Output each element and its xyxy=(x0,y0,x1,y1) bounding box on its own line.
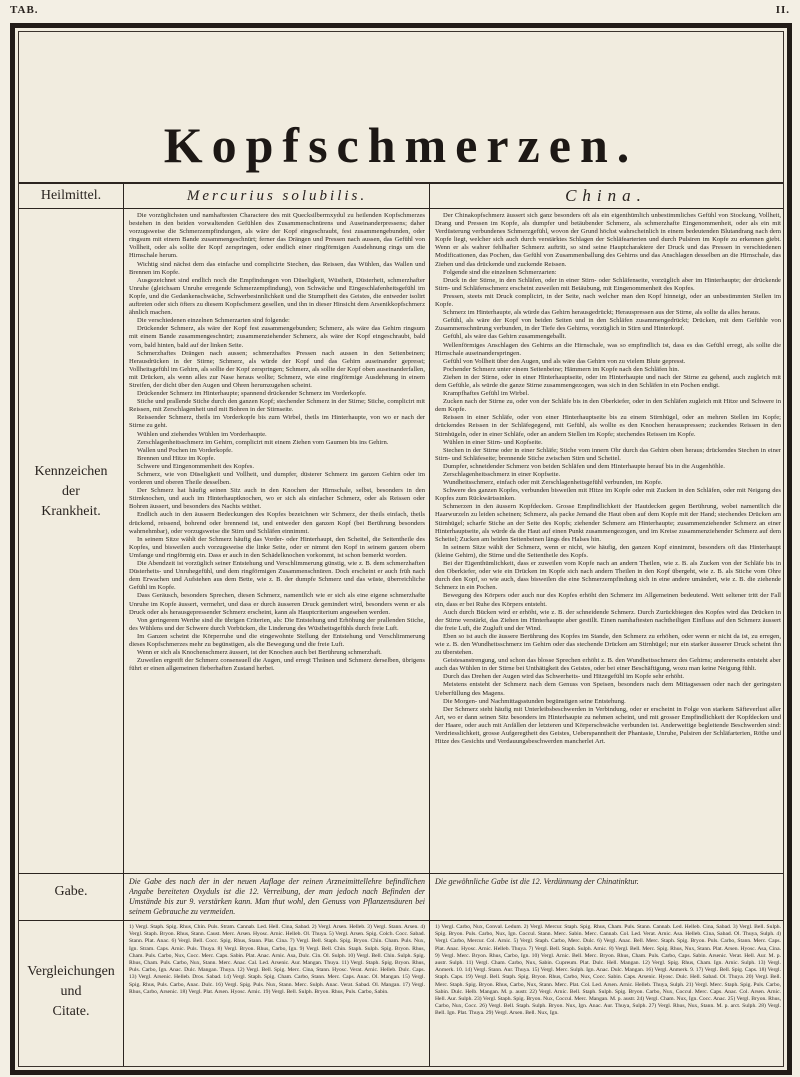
paragraph: Wallen und Pochen im Vorderkopfe. xyxy=(137,446,233,454)
paragraph: Auch durch Bücken wird er erhöht, wie z. B. der schneidende Schmerz. Durch Zurückbiegen des Kopfes wird das Drücken in der Stirne verstärkt, das Ziehen im Hinterhaupte aber gestillt. Einen namhaftesten nachtheiligen Einfluss auf den Schmerz äussert die freie Luft, die Zugluft und der Wind. xyxy=(435,608,781,632)
header-divider xyxy=(19,208,783,209)
paragraph: Stechen in der Stirne oder in einer Schläfe; Stiche vom innern Ohr durch das Gehirn oben heraus; drückendes Stechen in einer Stirn- und Schläfeseite; brennende Stiche zwischen Stirn und Scheitel. xyxy=(435,446,781,462)
paragraph: In seinem Sitze wählt der Schmerz, wenn er nicht, wie häufig, den ganzen Kopf einnimmt, besonders oft das Hinterhaupt (kleine Gehirn), die Stirne und die Seitentheile des Kopfs. xyxy=(435,543,781,559)
paragraph: Schmerzhaftes Drängen nach aussen; schmerzhaftes Pressen nach aussen in den Seitenbeinen; Herausdrücken in der Stirne; Schmerz, als würde der Kopf und das Gehirn auseinander gepresst; Vollheitsgefühl im Gehirn, als sollte der Kopf zerspringen; Schmerz, als sollte der Kopf oben auseinanderfallen, mit Drücken, als wenn alles zur Nase heraus wollte; Schmerz, wie eine ringförmige Ausdehnung in einem Streifen, der dicht über den Augen und Ohren herumzugehen scheint. xyxy=(129,349,425,389)
paragraph: Gefühl, als wäre der Kopf von beiden Seiten und in den Schläfen zusammengedrückt; Drücken, mit dem Gefühle von Zusammenschnürung verbunden, in der Tiefe des Gehirns, vorzüglich in Stirn und Hinterkopf. xyxy=(435,317,781,333)
mercurius-citations: 1) Vergl. Staph. Spig. Rhus, Chin. Puls. Stram. Cannab. Led. Hell. Cina, Sabad. 2) Vergl. Arsen. Helleb. 3) Vergl. Stann. Arsen. 4) Vergl. Staph. Bryon. Rhus, Stann. Caust. Merc. Arsen. Hyosc. Arnic. Helleb. Ol. Thuya. 5) Vergl. Arsen. Spig. Colch. Cocc. Sabad. Stann. Plat. Anac. 6) Vergl. Bell. Cocc. Spig. Rhus, Stann. Plat. Cina. 7) Vergl. Bell. Staph. Spig. Bryon. Chin. Cham. Puls. Nux, Ign. Stram. Caps. Arnic. Puls. Thuya. 8) Vergl. Bryon. Rhus, Carbo, Ign. 9) Vergl. Bell. Chin. Staph. Sulph. Spig. Bryon. Rhus, Cham. Puls. Carbo, Nux, Cocc. Merc. Caps. Sabin. Plat. Anac. Arnic. Asa, Dulc. Cin. Ol. Sulph. 10) Vergl. Bell. Chin. Sulph. Spig. Rhus, Cham. Puls. Carbo, Nux, Stann. Merc. Anac. Cal. Led. Arsenic. Aur. Mangan. Thuya. 11) Vergl. Staph. Spig. Bryon. Rhus, Puls. Carbo, Ign. Anac. Dulc. Mangan. Thuya. 12) Vergl. Bell. Spig. Merc. Cina, Stann. Hyosc. Verat. Arnic. Helleb. Dulc. Caps. 13) Vergl. Arsenic. Helleb. Dros. Sabad. 14) Vergl. Staph. Spig. Cham. Carbo, Stann. Merc. Caps. Anac. Ol. Mangan. 15) Vergl. Spig. Rhus, Puls. Carbo, Anac. Dulc. 16) Vergl. Spig. Puls. Nux, Stann. Merc. Sulph. Anac. Verat. Sabad. Ol. Mangan. 17) Vergl. Rhus, Carbo, Arsenic. 18) Vergl. Plat. Arsen. Hyosc. Arnic. 19) Vergl. Bell. Sulph. Bryon. Rhus, Puls. Carbo, Sabin. xyxy=(129,924,425,995)
paragraph: Wenn er sich als Knochenschmerz äussert, ist der Knochen auch bei Berührung schmerzhaft. xyxy=(137,649,382,657)
paragraph: Folgende sind die einzelnen Schmerzarten: xyxy=(443,268,557,276)
paragraph: Zucken nach der Stirne zu, oder von der Schläfe bis in den Oberkiefer, oder in den Schläfen zugleich mit Hitze und Schwere in dem Kopfe. xyxy=(435,398,781,414)
label-kennzeichen-line: der xyxy=(62,484,80,499)
column-divider-left xyxy=(123,184,124,1066)
plate-label-left: TAB. xyxy=(10,4,39,16)
label-vergleichungen-line: Vergleichungen xyxy=(27,964,115,979)
paragraph: Wühlen und ziehendes Wühlen im Vorderhaupte. xyxy=(137,430,267,438)
paragraph: Reissen in einer Schläfe, oder von einer Hinterhauptseite bis zu einem Stirnhügel, oder an mehren Stellen im Kopfe; drückendes Reissen in der Schläfegegend, mit Gefühl, als wollte es den Knochen herauspressen; zuckendes Reissen in den Stirnhügeln, oder in einer Schläfe, oder an andern Stellen im Kopfe; stechendes Reissen im Kopfe. xyxy=(435,414,781,438)
paragraph: Wühlen in einer Stirn- und Kopfseite. xyxy=(443,438,543,446)
label-kennzeichen xyxy=(19,462,123,522)
paragraph: Schwere und Eingenommenheit des Kopfes. xyxy=(137,462,255,470)
paragraph: Wellenförmiges Anschlagen des Gehirns an die Hirnschale, was so empfindlich ist, dass es das Gefühl erregt, als sollte die Hirnschale auseinanderspringen. xyxy=(435,341,781,357)
paragraph: Schmerz, wie von Düseligkeit und Vollheit, und dumpfer, düsterer Schmerz im ganzen Gehirn oder im vorderen und oberen Theile desselben. xyxy=(129,471,425,487)
page-title: Kopfschmerzen. xyxy=(163,117,639,173)
paragraph: Ausgezeichnet sind endlich noch die Empfindungen von Düseligkeit, Wüstheit, Düsterheit, schmerzhafter Unruhe (gleichsam Unruhe erregende Schmerzempfindung), von Schwäche und Eingeschlafenheitsgefühl im Kopfe, und die Gedankenschwäche, Schwerbesinnlichkeit und die Stumpfheit des Geistes, die entweder isolirt auftreten oder sich öfters zu diesem Kopfschmerz gesellen, und ihn in dieser Hinsicht dem Arsenikkopfschmerz ähnlich machen. xyxy=(129,276,425,317)
paragraph: Gefühl von Vollheit über den Augen, und als wäre das Gehirn von zu vielem Blute gepresst. xyxy=(443,357,686,365)
paragraph: Dumpfer, schneidender Schmerz von beiden Schläfen und dem Hinterhaupte herauf bis in die Augenhöhle. xyxy=(443,462,725,470)
paragraph: Geistesanstrengung, und schon das blosse Sprechen erhöht z. B. den Wundheitsschmerz des Gehirns; andererseits entsteht aber auch das Wühlen in der Stirne bei Unthätigkeit des Geistes, oder bei einer Beschäftigung, wozu man keine Neigung fühlt. xyxy=(435,657,781,673)
paragraph: Die Abendzeit ist vorzüglich seiner Entstehung und Verschlimmerung günstig, wie z. B. dem schmerzhaften Düsterheits- und Unruhegefühl, und dem ringförmigen Zusammenschnüren. Doch erscheint er auch früh nach dem Erwachen und Aufstehen aus dem Bette, wie z. B. der dumpfe Schmerz und das wüste, überreichliche Gefühl im Kopfe. xyxy=(129,560,425,592)
paragraph: Die verschiedenen einzelnen Schmerzarten sind folgende: xyxy=(137,317,290,325)
paragraph: Zerschlagenheitsschmerz im Gehirn, complicirt mit einem Ziehen vom Gaumen bis ins Gehirn. xyxy=(137,438,389,446)
mercurius-kennzeichen xyxy=(129,212,425,870)
paragraph: Bewegung des Körpers oder auch nur des Kopfes erhöht den Schmerz im Allgemeinen bedeutend. Weit seltener tritt der Fall ein, dass er bei Ruhe des Körpers entsteht. xyxy=(435,592,781,608)
paragraph: Die vorzüglichsten und namhaftesten Charactere des mit Quecksilbermxydul zu heilenden Kopfschmerzes bestehen in den beiden vorwaltenden Gefühlen des Zusammenschnürens und Auseinanderpressens; daher vorzugsweise die Schmerzempfindungen, als wäre der Kopf eingeschraubt, fest zusammengebunden, oder ringsum mit einem Bande zusammengeschnürt; ferner das Drängen und Pressen nach aussen, das Gefühl von Vollheit, oder als sollte der Kopf zerspringen, oder endlich einer ringförmigen Ausdehnung rings um die Hirnschale herum. xyxy=(129,212,425,260)
paragraph: Reissender Schmerz, theils im Vorderkopfe bis zum Wirbel, theils im Hinterhaupte, von wo er nach der Stirne zu geht. xyxy=(129,414,425,430)
label-vergleichungen xyxy=(19,962,123,1022)
paragraph: Drückender Schmerz im Hinterhaupte; spannend drückender Schmerz im Vorderkopfe. xyxy=(137,390,367,398)
label-kennzeichen-line: Krankheit. xyxy=(41,504,101,519)
paragraph: Durch das Drehen der Augen wird das Schwerheits- und Hitzegefühl im Kopfe sehr erhöht. xyxy=(443,673,684,681)
paragraph: Meistens entsteht der Schmerz nach dem Genuss von Speisen, besonders nach dem Mittagsessen oder nach der geringsten Ueberfüllung des Magens. xyxy=(435,681,781,697)
label-kennzeichen-line: Kennzeichen xyxy=(34,464,108,479)
paragraph: Der Schmerz steht häufig mit Unterleibsbeschwerden in Verbindung, oder er erscheint in Folge von starkem Säfteverlust aller Art, wo er dann seinen Sitz besonders im Hinterhaupte zu nehmen scheint, und mit grosser Empfindlichkeit der Kopfdecken und der Haare, oder auch mit Anfällen der letzteren und Körperschwäche verbunden ist. Anderweitige begleitende Beschwerden sind: Verdriesslichkeit, grosse Aufgeregtheit des Geistes, Ueberspanntheit der Phantasie, Unruhe, Pulsiren der Schläfarterien, Röthe und Hitze des Gesichts und Verdauungsbeschwerden mancherlei Art. xyxy=(435,705,781,746)
column-divider-right xyxy=(429,184,430,1066)
paragraph: Der Schmerz hat häufig seinen Sitz auch in den Knochen der Hirnschale, selbst, besonders in den Stirnknochen, und auch im Hinterhauptknochen, wo er sich als einfacher Schmerz, oder als Reissen oder Bohren äussert, und besonders des Nachts wüthet. xyxy=(129,487,425,511)
header-heilmittel: Heilmittel. xyxy=(40,188,102,203)
paragraph: Bei der Eigenthümlichkeit, dass er zuweilen vom Kopfe nach an andern Theilen, wie z. B. als Zucken von der Schläfe bis in den Oberkiefer, oder wie ein Drücken im Kopfe sich nach andern Theilen in den Kopf übergeht, wie z. B. als Stiche vom Ohre durch den Kopf, so wie auch, dass bisweilen die eine Schmerzempfindung sich in eine andere umändert, wie z. B. die ziehende Schmerz in ein Pochen. xyxy=(435,560,781,592)
paragraph: Von geringerem Werthe sind die übrigen Criterien, als: Die Entstehung und Erhöhung der prallenden Stiche, des Wühlens und der Schwere durch Vorbücken, die Linderung des Wüstheitsgefühls durch freie Luft. xyxy=(129,616,425,632)
table-frame xyxy=(18,31,784,1067)
china-gabe: Die gewöhnliche Gabe ist die 12. Verdünnung der Chinatinktur. xyxy=(435,877,639,886)
paragraph: Druck in der Stirne, in den Schläfen, oder in einer Stirn- oder Schläfenseite, vorzüglich aber im Hinterhaupte; der drückende Stirn- und Schläfenschmerz erscheint zuweilen mit Betäubung, mit Eingenommenheit des Kopfes. xyxy=(435,276,781,292)
paragraph: Die Morgen- und Nachmittagsstunden begünstigen seine Entstehung. xyxy=(443,697,626,705)
china-citations: 1) Vergl. Carbo, Nux, Conval. Ledum. 2) Vergl. Mercur. Staph. Spig. Rhus, Cham. Puls. Stann. Cannab. Led. Helleb. Cina, Sabad. 3) Vergl. Bell. Sulph. Spig. Bryon. Puls. Carbo, Nux, Ign. Coccul. Stann. Merc. Sabin. Merc. Cannab. Col. Led. Verat. Arnic. Asa. Helleb. Cina, Sabad. Ol. Thuya, Sulph. 4) Vergl. Carbo, Mercur. Col. Arnic. 5) Vergl. Staph. Carbo, Merc. Dulc. 6) Vergl. Anac. Bell. Merc. Staph. Spig. Bryon. Puls. Carbo, Stann. Merc. Caps. Plat. Anac. Hyosc. Arnic. Helleb. Thuya. 7) Vergl. Bell. Staph. Sulph. Arnic. 8) Vergl. Bell. Merc. Spig. Rhus, Nux, Stann. Plat. Arsen. Hyosc. Asa, Cina. 9) Vergl. Merc. Bryon. Rhus, Carbo, Ign. 10) Vergl. Arnic. Bell. Merc. Bryon. Rhus, Cham. Puls. Carbo, Caps. Sabin. Arsenic. Verat. Hell. Aur. M. p. austr. Sulph. 11) Vergl. Cham. Carbo, Nux, Sabin. Cupreum. Plat. Dulc. Hell. Mangan. 12) Vergl. Spig. Rhus, Cham. Ign. Arnic. Sulph. 13) Vergl. Anmerk. 10. 14) Vergl. Stann. Aur. Thuya. 15) Vergl. Merc. Sulph. Ign. Anac. Dulc. Mangan. 16) Vergl. Anmerk. 9. 17) Vergl. Bell. Spig. Caps. 18) Vergl. Staph. Caps. 19) Vergl. Bell. Staph. Spig. Bryon. Rhus, Carbo, Nux, Cocc. Sabin. Caps. Arsenic. Hyosc. Dulc. Hell. Sabad. Ol. Thuya. 20) Vergl. Bell. Merc. Staph. Spig. Bryon. Rhus, Carbo, Nux, Stann. Merc. Plat. Col. Led. Arsen. Arnic. Helleb. Thuya, Sulph. 21) Vergl. Merc. Staph. Spig. Puls. Carbo, Sabin. Dulc. Helb. Mangan. M. p. austr. 22) Vergl. Arnic. Bell. Staph. Sulph. Spig. Bryon. Carbo, Nux, Coccul. Merc. Caps. Anac. Col. Arsen. Arnic. Hell. Aur. Sulph. 23) Vergl. Staph. Spig. Bryon. Nux, Coccul. Merc. Mangan. M. p. austr. 24) Vergl. Cham. Nux, Ign. Cocc. Anac. 25) Vergl. Bryon. Rhus, Carbo, Nux, Cocc. 26) Vergl. Bell. Staph. Sulph. Bryon. Nux, Ign. Anac. Aur. Thuya, Sulph. 27) Vergl. Rhus, Nux, Stann. M. p. arct. Sulph. 28) Vergl. Bell. Ign. Plat. Thuya. 29) Vergl. Arsen. Bell. Nux, Ign. xyxy=(435,924,781,1017)
paragraph: Zuweilen ergreift der Schmerz consensuell die Augen, und erregt Thränen und Schmerz derselben, übrigens führt er einen allgemeinen fieberhaften Zustand herbei. xyxy=(129,657,425,673)
header-mercurius: Mercurius solubilis. xyxy=(186,187,368,204)
paragraph: Drückender Schmerz, als wäre der Kopf fest zusammengebunden; Schmerz, als wäre das Gehirn ringsum mit einem Bande zusammengeschnürt; zusammenziehender Schmerz, als wäre der Kopf eingeschraubt, bald vorn, bald hinten, bald auf der linken Seite. xyxy=(129,325,425,349)
label-vergleichungen-line: Citate. xyxy=(52,1004,90,1019)
china-kennzeichen xyxy=(435,212,781,870)
vergleichungen-divider xyxy=(19,920,783,921)
paragraph: Schmerz im Hinterhaupte, als würde das Gehirn herausgedrückt; Herauspressen aus der Stirne, als sollte da alles heraus. xyxy=(443,309,761,317)
paragraph: Gefühl, als wäre das Gehirn zusammengeballt. xyxy=(443,333,567,341)
paragraph: Pochender Schmerz unter einem Seitenbeine; Hämmern im Kopfe nach den Schläfen hin. xyxy=(443,365,680,373)
gabe-divider xyxy=(19,873,783,874)
paragraph: Endlich auch in den äussern Bedeckungen des Kopfes bezeichnen wir Schmerz, der theils einfach, theils drückend, reissend, bohrend oder brennend ist, und entweder den ganzen Kopf (bei Berührung besonders wahrnehmbar), oder vorzugsweise die Stirn und Schläfen einnimmt. xyxy=(129,511,425,535)
paragraph: Im Ganzen scheint die Körperruhe und die eingewohnte Stellung der Entstehung und Verschlimmerung dieses Kopfschmerzes mehr zu begünstigen, als die Bewegung und die freie Luft. xyxy=(129,632,425,648)
paragraph: Wichtig sind nächst dem das einfache und complicirte Stechen, das Reissen, das Wühlen, das Wallen und Brennen im Kopfe. xyxy=(129,260,425,276)
paragraph: Schmerzen in den äussern Kopfdecken. Grosse Empfindlichkeit der Hautdecken gegen Berührung, wobei namentlich die Haarwurzeln zu leiden scheinen; Schmerz, als packe Jemand die Haut oben auf dem Kopfe mit der Hand; stechendes Drücken am Stirnhügel; scharfe Stiche an der Seite des Kopfs; ziehender Schmerz am Hinterhaupte; zusammenziehender Schmerz an einer Hinterhauptseite, als würde da die Haut auf einen Punkt zusammengezogen, und im Kreise zusammenziehender Schmerz auf dem Scheitel; Zucken am beiden Seitenbeinen längs des Halses hin. xyxy=(435,503,781,543)
label-vergleichungen-line: und xyxy=(60,984,82,999)
paragraph: Eben so ist auch die äussere Berührung des Kopfes im Stande, den Schmerz zu erhöhen, oder wenn er nicht da ist, zu erregen, wie z. B. den Wundheitsschmerz im Gehirn oder das stechende Drücken am Stirnhügel; nur ein starker äusserer Druck scheint ihn zu überstehen. xyxy=(435,632,781,657)
header-china: China. xyxy=(565,186,647,205)
paragraph: Schwere des ganzen Kopfes, verbunden bisweilen mit Hitze im Kopfe oder mit Zucken in den Schläfen, oder mit Neigung des Kopfes zum Rückwärtssinken. xyxy=(435,487,781,503)
paragraph: Brennen und Hitze im Kopfe. xyxy=(137,454,216,462)
paragraph: Pressen, steets mit Druck complicirt, in der Seite, nach welcher man den Kopf hinneigt, oder an unbestimmten Stellen im Kopfe. xyxy=(435,292,781,309)
paragraph: Ziehen in der Stirne, oder in einer Hinterhauptseite, oder im Hinterhaupte und nach der Stirne zu gehend, auch zugleich mit dem Gefühle, als würde die ganze Stirne zusammengezogen, was sich in den Schläfen in ein Pochen endigt. xyxy=(435,373,781,389)
paragraph: Wundheitsschmerz, einfach oder mit Zerschlagenheitsgefühl verbunden, im Kopfe. xyxy=(443,479,663,487)
paragraph: Krampfhaftes Gefühl im Wirbel. xyxy=(443,390,530,398)
page-frame xyxy=(10,23,792,1075)
mercurius-gabe: Die Gabe des nach der in der neuen Auflage der reinen Arzneimittellehre befindlichen Angabe bereiteten Oxyduls ist die 12. Verreibung, der man jedoch nach Befinden der Umstände bis zur 9. verstärken kann. Man thut wohl, den Genuss von Pflanzensäuren bei seinem Gebrauche zu vermeiden. xyxy=(129,877,425,916)
paragraph: Zerschlagenheitsschmerz in einer Kopfseite. xyxy=(443,471,561,478)
plate-number: II. xyxy=(775,4,790,16)
paragraph: Dass Geräusch, besonders Sprechen, diesen Schmerz, namentlich wie er sich als eine eigene schmerzhafte Unruhe im Kopfe äussert, vermehrt, und dass er durch äusseren Druck gemindert wird, besonders wenn er als Druck oder als herausgepressender Schmerz erscheint, kann als Hauptcriterium angesehen werden. xyxy=(129,592,425,616)
paragraph: Stiche und prallende Stiche durch den ganzen Kopf; stechender Schmerz in der Stirne; Stiche, complicirt mit Reissen, mit Zerschlagenheit und mit Bohren in der Stirnseite. xyxy=(129,398,425,414)
paragraph: In seinem Sitze wählt der Schmerz häufig das Vorder- oder Hinterhaupt, den Scheitel, die Seitentheile des Kopfes, und bisweilen auch vorzugsweise die linke Seite, oder er nimmt den Kopf in seinem ganzen obern Umfange und ringförmig ein. Dass er auch in den Schädelknochen vorkommt, ist schon bemerkt worden. xyxy=(129,535,425,559)
paragraph: Der Chinakopfschmerz äussert sich ganz besonders oft als ein eigenthümlich unbestimmliches Gefühl von Stockung, Vollheit, Drang und Pressen im Kopfe, als dumpfer und betäubender Schmerz, als schmerzhafte Eingenommenheit, oder als ein mit Verdüsterung verbundenes Schmerzgefühl, wovon der Grund höchst wahrscheinlich in einem bedeutenden Blutandrang nach dem Kopfe liegt, welcher sich auch durch verstärktes Schlagen der Schläfearterien und durch Pulsiren im Kopfe zu erkennen giebt. Wenn er als wahrer fehlhafter Schmerz auftritt, so sind seine Hauptcharaktere der Druck und das Pressen in verschiedenen Modificationen, das Pochen, das Gefühl von Zusammenballung des Gehirns und das Anschlagen desselben an die Hirnschale, das Ziehen und das drückende und zuckende Reissen. xyxy=(435,212,781,268)
label-gabe: Gabe. xyxy=(54,884,88,899)
